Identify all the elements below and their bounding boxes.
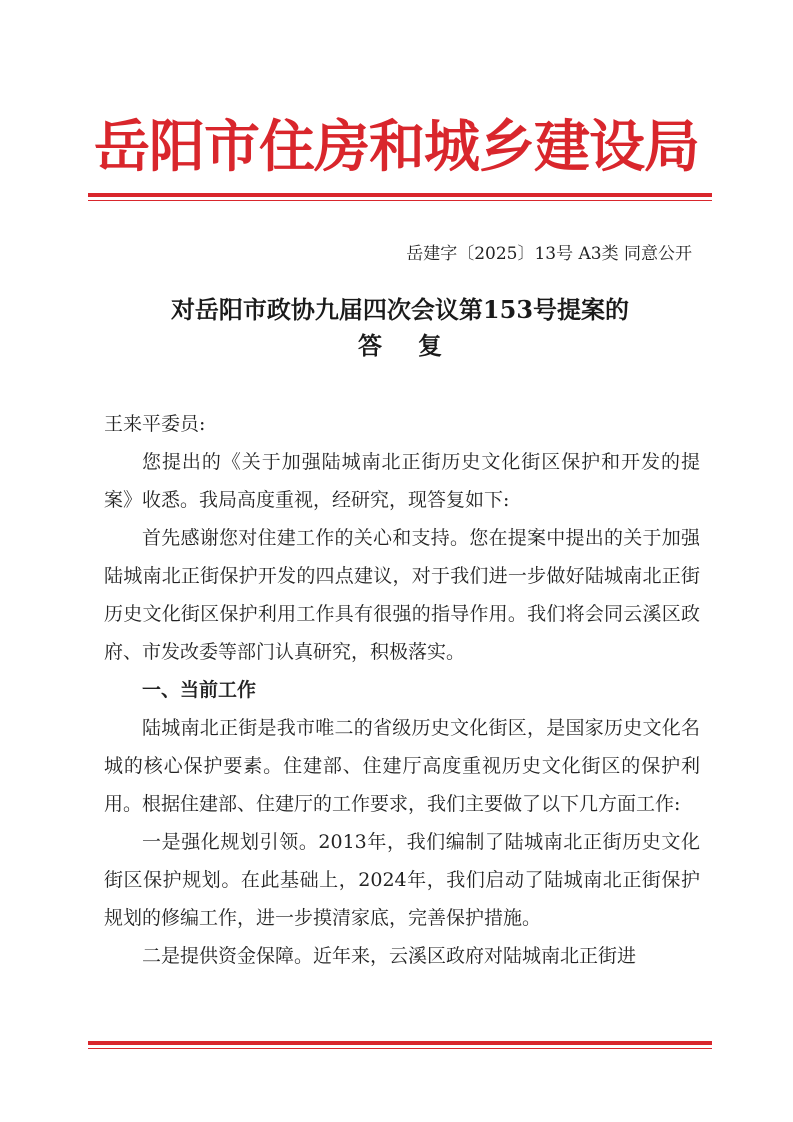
document-body: [104, 405, 700, 975]
section-paragraph: 二是提供资金保障。近年来，云溪区政府对陆城南北正街进: [142, 945, 637, 967]
salutation: 王来平委员:: [104, 413, 206, 435]
section-paragraph: 一是强化规划引领。2013年，我们编制了陆城南北正街历史文化街区保护规划。在此基础上，2024年，我们启动了陆城南北正街保护规划的修编工作，进一步摸清家底，完善保护措施。: [104, 831, 700, 929]
title-line-1: 对岳阳市政协九届四次会议第153号提案的: [170, 295, 630, 324]
footer-divider: [88, 1041, 712, 1049]
document-title: [88, 292, 712, 364]
letterhead-divider: [88, 193, 712, 201]
body-paragraph: 首先感谢您对住建工作的关心和支持。您在提案中提出的关于加强陆城南北正街保护开发的四点建议，对于我们进一步做好陆城南北正街历史文化街区保护利用工作具有很强的指导作用。我们将会同云溪区政府、市发改委等部门认真研究，积极落实。: [104, 527, 700, 663]
section-paragraph: 陆城南北正街是我市唯二的省级历史文化街区，是国家历史文化名城的核心保护要素。住建部、住建厅高度重视历史文化街区的保护利用。根据住建部、住建厅的工作要求，我们主要做了以下几方面工作:: [104, 717, 700, 815]
section-heading: 一、当前工作: [142, 679, 257, 701]
document-number: 岳建字〔2025〕13号 A3类 同意公开: [406, 244, 692, 264]
divider-thick-line: [88, 193, 712, 197]
title-line-2: 答复: [358, 331, 478, 360]
body-paragraph: 您提出的《关于加强陆城南北正街历史文化街区保护和开发的提案》收悉。我局高度重视，经研究，现答复如下:: [104, 451, 700, 511]
divider-thin-line: [88, 200, 712, 201]
agency-letterhead: 岳阳市住房和城乡建设局: [94, 115, 699, 180]
divider-thick-line: [88, 1041, 712, 1045]
divider-thin-line: [88, 1048, 712, 1049]
